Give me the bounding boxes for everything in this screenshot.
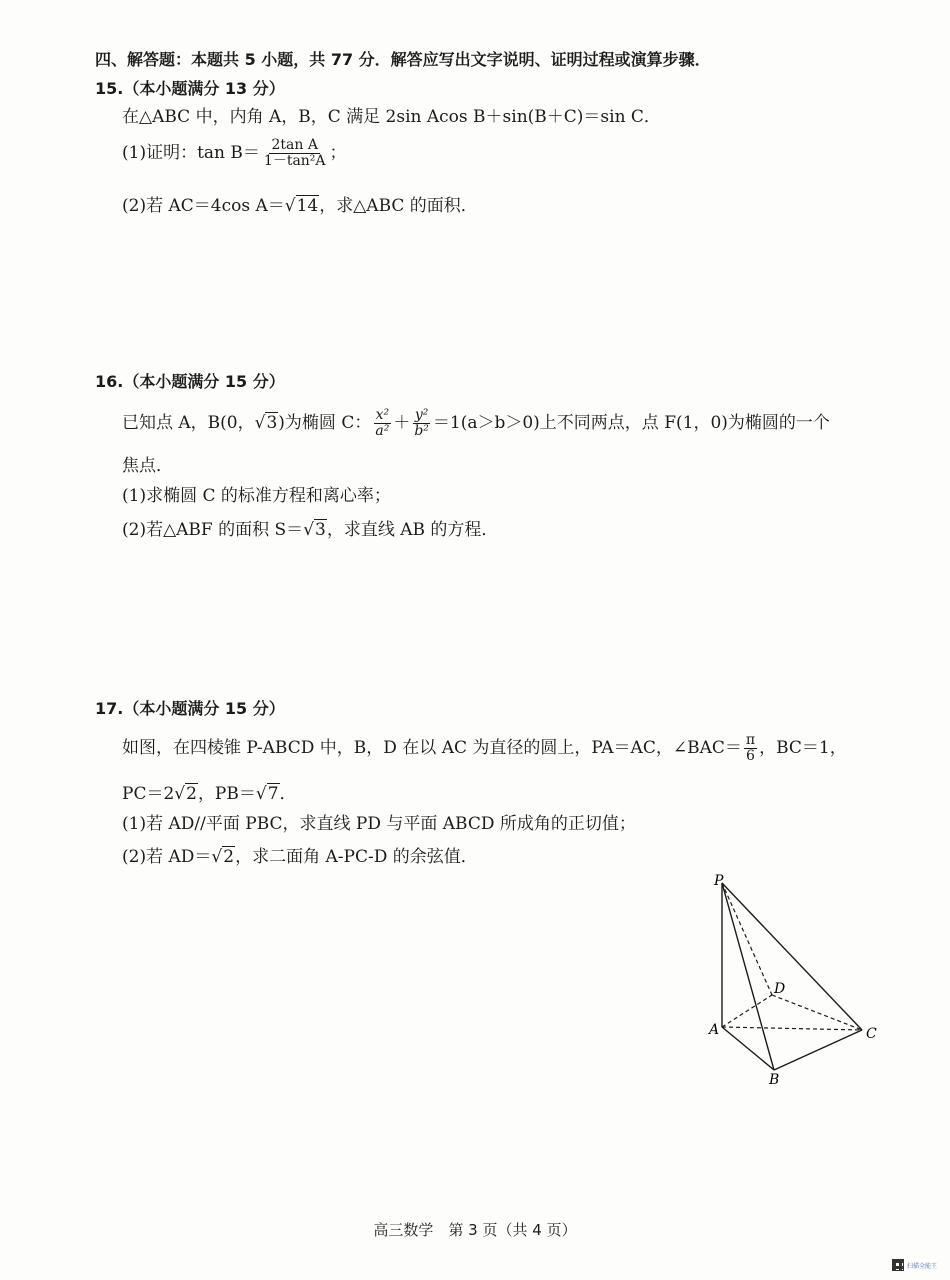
q15-part2-a: (2)若 AC＝4cos A＝ bbox=[122, 196, 285, 216]
q17-stem-b: ，BC＝1， bbox=[759, 738, 847, 758]
q17-sqrt-2: √2 bbox=[174, 784, 197, 804]
q15-part2-b: ，求△ABC 的面积． bbox=[319, 196, 478, 216]
vertex-label-d: D bbox=[774, 981, 786, 997]
q16-frac-y bbox=[412, 408, 431, 439]
q17-angle-fraction bbox=[744, 733, 757, 764]
q17-stem-a: 如图，在四棱锥 P-ABCD 中，B，D 在以 AC 为直径的圆上，PA＝AC，∠BAC＝ bbox=[122, 738, 742, 758]
q16-part2 bbox=[122, 518, 498, 542]
q16-stem-d: 焦点． bbox=[122, 456, 173, 476]
q17-sqrt-7: √7 bbox=[255, 784, 279, 804]
q16-part2-b: ，求直线 AB 的方程． bbox=[326, 520, 499, 540]
q16-plus: ＋ bbox=[393, 413, 411, 433]
q15-part2 bbox=[122, 194, 478, 218]
scanner-stamp-text: 扫描全能王 bbox=[907, 1262, 938, 1270]
vertex-label-a: A bbox=[709, 1022, 720, 1038]
q16-part2-radicand: 3 bbox=[315, 520, 326, 540]
q16-stem-c: ＝1(a＞b＞0)上不同两点，点 F(1，0)为椭圆的一个 bbox=[432, 413, 830, 433]
q17-part2-a: (2)若 AD＝ bbox=[122, 847, 212, 867]
q16-stem-b: )为椭圆 C： bbox=[278, 413, 372, 433]
q17-part1: (1)若 AD//平面 PBC，求直线 PD 与平面 ABCD 所成角的正切值； bbox=[122, 814, 636, 834]
q15-part2-radicand: 14 bbox=[296, 196, 319, 216]
q17-radicand-7: 7 bbox=[267, 784, 279, 804]
q17-label: 17.（本小题满分 15 分） bbox=[95, 699, 285, 718]
edge-bc bbox=[774, 1030, 862, 1070]
q15-part1-end: ； bbox=[329, 143, 347, 163]
q17-stem-c1: PC＝2 bbox=[122, 784, 175, 804]
vertex-label-p: P bbox=[714, 873, 724, 889]
q16-stem bbox=[122, 405, 830, 441]
q17-angle-num: π bbox=[745, 732, 756, 748]
edge-ab bbox=[722, 1027, 774, 1070]
q17-radicand-2: 2 bbox=[186, 784, 197, 804]
q16-part2-sqrt: √3 bbox=[303, 520, 326, 540]
q16-part1: (1)求椭圆 C 的标准方程和离心率； bbox=[122, 486, 391, 506]
q15-part1-denominator: 1－tan²A bbox=[263, 153, 326, 169]
qr-code-icon bbox=[892, 1259, 904, 1271]
q16-frac-x-den: a² bbox=[375, 423, 390, 439]
q17-part2-b: ，求二面角 A-PC-D 的余弦值． bbox=[235, 847, 478, 867]
q16-frac-x bbox=[373, 408, 391, 439]
q17-angle-den: 6 bbox=[746, 748, 755, 764]
edge-ac bbox=[722, 1027, 862, 1030]
q16-frac-y-num: y² bbox=[414, 407, 429, 423]
q17-stem-c3: ． bbox=[279, 784, 297, 804]
q16-stem-sqrt: √3 bbox=[254, 413, 278, 433]
section-header: 四、解答题：本题共 5 小题，共 77 分．解答应写出文字说明、证明过程或演算步骤． bbox=[95, 50, 711, 69]
q17-stem bbox=[122, 730, 847, 766]
q16-frac-x-num: x² bbox=[375, 407, 390, 423]
q15-part1-prefix: (1)证明：tan B＝ bbox=[122, 143, 260, 163]
q17-part2-radicand: 2 bbox=[223, 847, 235, 867]
q16-stem-a: 已知点 A，B(0， bbox=[122, 413, 255, 433]
q16-stem-radicand: 3 bbox=[266, 413, 278, 433]
edge-dc bbox=[772, 995, 862, 1030]
edge-ad bbox=[722, 995, 772, 1027]
vertex-label-c: C bbox=[866, 1026, 877, 1042]
q16-frac-y-den: b² bbox=[414, 423, 429, 439]
q17-stem-c2: ，PB＝ bbox=[197, 784, 256, 804]
q16-label: 16.（本小题满分 15 分） bbox=[95, 372, 285, 391]
q17-part2 bbox=[122, 845, 478, 869]
page-footer: 高三数学 第 3 页（共 4 页） bbox=[373, 1221, 577, 1239]
q15-part2-sqrt: √14 bbox=[284, 196, 319, 216]
pyramid-figure bbox=[700, 870, 890, 1085]
q15-stem: 在△ABC 中，内角 A，B，C 满足 2sin Acos B＋sin(B＋C)＝sin C． bbox=[122, 107, 661, 127]
q16-part2-a: (2)若△ABF 的面积 S＝ bbox=[122, 520, 304, 540]
q15-label: 15.（本小题满分 13 分） bbox=[95, 79, 285, 98]
q15-part1 bbox=[122, 136, 347, 170]
vertex-label-b: B bbox=[769, 1072, 780, 1085]
q17-part2-sqrt: √2 bbox=[211, 847, 235, 867]
q15-part1-numerator: 2tan A bbox=[271, 137, 318, 153]
q15-part1-fraction bbox=[262, 138, 328, 169]
q17-stem-line2 bbox=[122, 782, 297, 806]
scanner-stamp bbox=[892, 1258, 944, 1272]
edge-pd bbox=[722, 883, 772, 995]
